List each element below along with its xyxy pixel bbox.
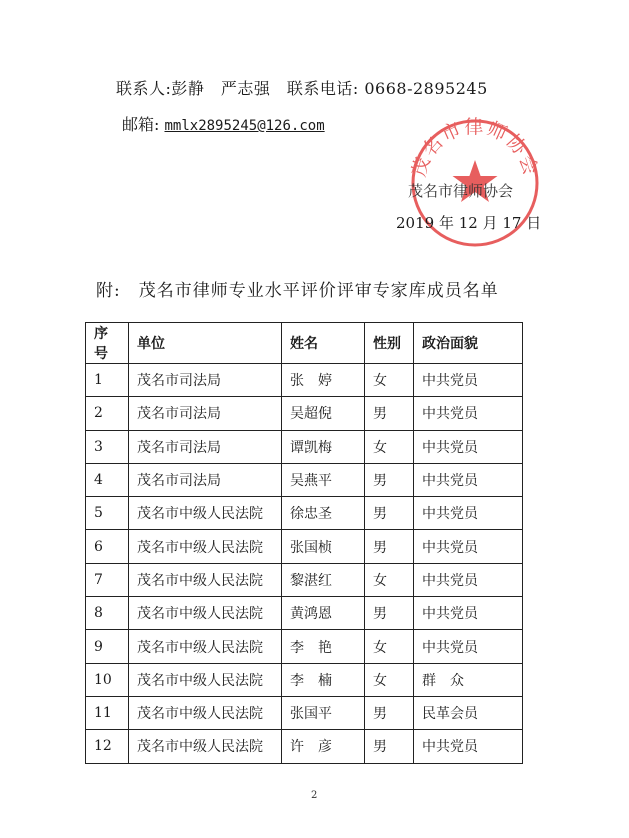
cell-index: 6 — [86, 530, 129, 563]
cell-political-status: 群 众 — [414, 663, 523, 696]
seal-text: 茂名市律师协会 — [408, 116, 542, 180]
cell-unit: 茂名市中级人民法院 — [129, 597, 282, 630]
signature-date: 2019 年 12 月 17 日 — [396, 214, 542, 232]
cell-unit: 茂名市中级人民法院 — [129, 563, 282, 596]
cell-name: 张国桢 — [282, 530, 365, 563]
cell-name: 张国平 — [282, 696, 365, 729]
cell-index: 11 — [86, 696, 129, 729]
cell-political-status: 中共党员 — [414, 730, 523, 763]
cell-gender: 男 — [365, 696, 414, 729]
annex-title: 附: 茂名市律师专业水平评价评审专家库成员名单 — [96, 281, 499, 301]
cell-gender: 男 — [365, 597, 414, 630]
cell-gender: 男 — [365, 530, 414, 563]
table-row — [86, 630, 523, 663]
cell-name: 李 艳 — [282, 630, 365, 663]
table-row — [86, 530, 523, 563]
table-row — [86, 364, 523, 397]
cell-index: 12 — [86, 730, 129, 763]
cell-political-status: 中共党员 — [414, 463, 523, 496]
header-political-status: 政治面貌 — [414, 323, 523, 364]
cell-index: 8 — [86, 597, 129, 630]
cell-index: 2 — [86, 397, 129, 430]
cell-index: 1 — [86, 364, 129, 397]
table-row — [86, 696, 523, 729]
cell-unit: 茂名市司法局 — [129, 430, 282, 463]
cell-unit: 茂名市中级人民法院 — [129, 497, 282, 530]
cell-gender: 男 — [365, 730, 414, 763]
cell-index: 3 — [86, 430, 129, 463]
cell-gender: 女 — [365, 430, 414, 463]
cell-gender: 女 — [365, 663, 414, 696]
table-row — [86, 430, 523, 463]
cell-political-status: 中共党员 — [414, 497, 523, 530]
cell-index: 7 — [86, 563, 129, 596]
table-row — [86, 563, 523, 596]
header-gender: 性别 — [365, 323, 414, 364]
cell-index: 5 — [86, 497, 129, 530]
cell-index: 10 — [86, 663, 129, 696]
cell-name: 黎湛红 — [282, 563, 365, 596]
cell-unit: 茂名市中级人民法院 — [129, 730, 282, 763]
cell-gender: 女 — [365, 563, 414, 596]
cell-political-status: 中共党员 — [414, 530, 523, 563]
table-row — [86, 497, 523, 530]
cell-gender: 男 — [365, 497, 414, 530]
cell-unit: 茂名市司法局 — [129, 364, 282, 397]
cell-political-status: 中共党员 — [414, 364, 523, 397]
cell-political-status: 中共党员 — [414, 630, 523, 663]
cell-name: 吴燕平 — [282, 463, 365, 496]
email-label: 邮箱: — [122, 115, 165, 134]
cell-name: 张 婷 — [282, 364, 365, 397]
header-index: 序号 — [86, 323, 129, 364]
header-name: 姓名 — [282, 323, 365, 364]
cell-gender: 男 — [365, 397, 414, 430]
expert-table — [85, 322, 523, 764]
cell-unit: 茂名市中级人民法院 — [129, 530, 282, 563]
cell-unit: 茂名市中级人民法院 — [129, 663, 282, 696]
cell-name: 李 楠 — [282, 663, 365, 696]
cell-name: 许 彦 — [282, 730, 365, 763]
cell-political-status: 中共党员 — [414, 397, 523, 430]
cell-index: 9 — [86, 630, 129, 663]
table-row — [86, 730, 523, 763]
cell-political-status: 中共党员 — [414, 597, 523, 630]
cell-political-status: 民革会员 — [414, 696, 523, 729]
cell-unit: 茂名市司法局 — [129, 463, 282, 496]
table-row — [86, 663, 523, 696]
cell-unit: 茂名市司法局 — [129, 397, 282, 430]
cell-political-status: 中共党员 — [414, 563, 523, 596]
table-row — [86, 597, 523, 630]
cell-political-status: 中共党员 — [414, 430, 523, 463]
header-unit: 单位 — [129, 323, 282, 364]
cell-unit: 茂名市中级人民法院 — [129, 630, 282, 663]
table-row — [86, 397, 523, 430]
signature-org: 茂名市律师协会 — [408, 182, 514, 200]
table-header-row — [86, 323, 523, 364]
cell-name: 徐忠圣 — [282, 497, 365, 530]
email-row — [122, 112, 325, 135]
table-row — [86, 463, 523, 496]
cell-name: 谭凯梅 — [282, 430, 365, 463]
cell-gender: 男 — [365, 463, 414, 496]
cell-gender: 女 — [365, 630, 414, 663]
cell-name: 吴超倪 — [282, 397, 365, 430]
cell-name: 黄鸿恩 — [282, 597, 365, 630]
cell-unit: 茂名市中级人民法院 — [129, 696, 282, 729]
email-link[interactable]: mmlx2895245@126.com — [164, 118, 325, 134]
cell-gender: 女 — [365, 364, 414, 397]
contact-line: 联系人:彭静 严志强 联系电话: 0668-2895245 — [116, 79, 488, 98]
page-number: 2 — [311, 790, 318, 801]
cell-index: 4 — [86, 463, 129, 496]
